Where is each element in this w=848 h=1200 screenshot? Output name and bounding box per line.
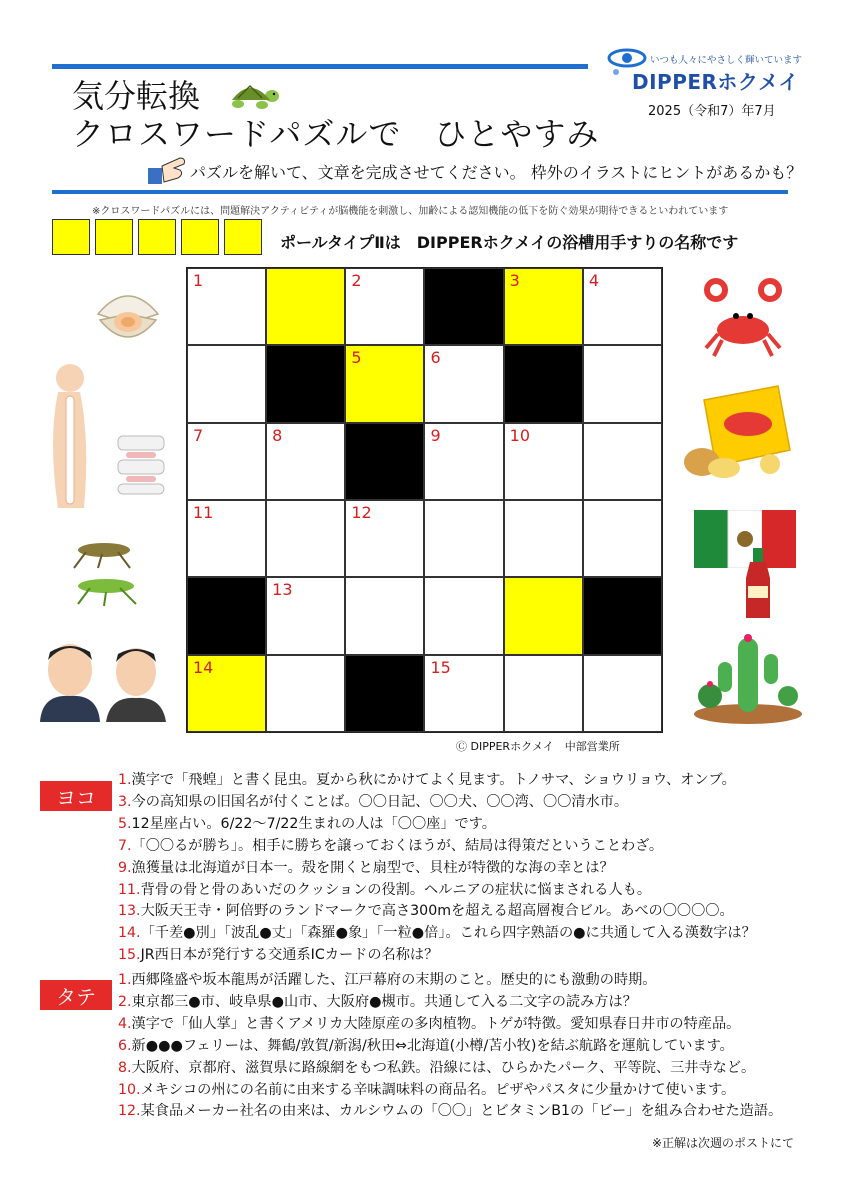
- grid-cell[interactable]: [345, 268, 424, 345]
- clue-item: [118, 923, 756, 945]
- clue-item: [118, 792, 756, 814]
- grid-cell[interactable]: [424, 345, 503, 422]
- clue-text: 今の高知県の旧国名が付くことば。〇〇日記、〇〇犬、〇〇湾、〇〇清水市。: [131, 793, 629, 810]
- grid-cell-number: 6: [430, 348, 441, 368]
- grid-cell[interactable]: [583, 268, 662, 345]
- brand-logo-text: DIPPERホクメイ: [632, 70, 799, 94]
- grid-cell-blocked: [345, 423, 424, 500]
- grid-cell-number: 7: [193, 425, 204, 445]
- clue-text: 東京都三●市、岐阜県●山市、大阪府●槻市。共通して入る二文字の読み方は？: [131, 993, 637, 1010]
- clue-text: 大阪天王寺・阿倍野のランドマークで高さ300mを超える超高層複合ビル。あべの〇〇〇〇。: [140, 903, 734, 920]
- grid-cell-blocked: [266, 345, 345, 422]
- clue-item: [118, 814, 756, 836]
- header-note: ※クロスワードパズルには、問題解決アクティビティが脳機能を刺激し、加齢による認知機能の低下を防ぐ効果が期待できるといわれています: [92, 206, 729, 217]
- grid-cell-number: 3: [509, 271, 520, 290]
- grid-cell-number: 15: [430, 657, 451, 677]
- grid-cell-number: 10: [509, 425, 531, 445]
- grid-cell[interactable]: [504, 655, 583, 732]
- clue-text: 漢字で「飛蝗」と書く昆虫。夏から秋にかけてよく見ます。トノサマ、ショウリョウ、オンブ。: [131, 772, 736, 788]
- answer-box[interactable]: [52, 219, 90, 255]
- grid-cell-blocked: [187, 577, 266, 654]
- grid-cell-number: 12: [351, 503, 372, 522]
- grid-cell[interactable]: [345, 500, 424, 577]
- answer-box[interactable]: [95, 219, 133, 255]
- clue-number: 7.: [118, 837, 132, 854]
- clue-item: [118, 770, 756, 792]
- instruction-text: パズルを解いて、文章を完成させてください。 枠外のイラストにヒントがあるかも？: [190, 163, 803, 182]
- page-title-line2: クロスワードパズルで ひとやすみ: [72, 115, 600, 153]
- clue-item: [118, 880, 756, 902]
- grid-cell[interactable]: [583, 345, 662, 422]
- clue-number: 13.: [118, 903, 141, 920]
- clue-number: 3.: [118, 793, 132, 810]
- header-bottom-rule: [52, 190, 788, 194]
- clue-item: [118, 1101, 782, 1123]
- grid-cell[interactable]: [187, 268, 266, 345]
- brand-tagline: いつも人々にやさしく輝いています: [650, 55, 803, 66]
- grid-cell-blocked: [583, 577, 662, 654]
- grid-cell[interactable]: [345, 577, 424, 654]
- grid-cell-number: 9: [430, 425, 441, 445]
- grid-cell[interactable]: [266, 577, 345, 654]
- spine-illustration: [44, 360, 94, 510]
- grid-cell-number: 11: [193, 503, 214, 522]
- grid-cell[interactable]: [187, 423, 266, 500]
- answer-note: ※正解は次週のポストにて: [652, 1136, 795, 1150]
- grid-cell[interactable]: [424, 423, 503, 500]
- grid-cell[interactable]: [583, 655, 662, 732]
- grid-cell-highlighted[interactable]: [345, 345, 424, 422]
- page-title-line1: 気分転換: [72, 77, 201, 115]
- clue-number: 1.: [118, 772, 132, 788]
- grid-cell-highlighted[interactable]: [266, 268, 345, 345]
- grid-cell-highlighted[interactable]: [504, 577, 583, 654]
- grid-cell[interactable]: [504, 423, 583, 500]
- across-label: ヨコ: [40, 781, 112, 811]
- clue-number: 6.: [118, 1037, 132, 1054]
- clue-text: 漁獲量は北海道が日本一。殻を開くと扇型で、貝柱が特徴的な海の幸とは？: [131, 859, 614, 876]
- scallop-illustration: [92, 284, 164, 348]
- clue-item: [118, 1036, 782, 1058]
- grid-cell-highlighted[interactable]: [187, 655, 266, 732]
- clue-text: 西郷隆盛や坂本龍馬が活躍した、江戸幕府の末期のこと。歴史的にも激動の時期。: [131, 972, 657, 988]
- grid-cell-number: 13: [272, 580, 293, 600]
- hot-sauce-illustration: [740, 548, 776, 620]
- clue-item: [118, 992, 782, 1014]
- clue-item: [118, 1058, 782, 1080]
- clue-number: 12.: [118, 1103, 141, 1120]
- grid-cell[interactable]: [583, 423, 662, 500]
- grid-cell-number: 14: [193, 657, 214, 677]
- clue-item: [118, 858, 756, 880]
- answer-box[interactable]: [224, 219, 262, 255]
- clue-number: 4.: [118, 1015, 132, 1032]
- vertebra-illustration: [112, 432, 170, 496]
- clue-number: 2.: [118, 993, 132, 1010]
- clue-item: [118, 1080, 782, 1102]
- issue-date: 2025（令和7）年7月: [648, 104, 776, 119]
- grid-cell-blocked: [504, 345, 583, 422]
- down-clue-list: [118, 970, 782, 1123]
- clue-text: 大阪府、京都府、滋賀県に路線網をもつ私鉄。沿線には、ひらかたパーク、平等院、三井寺など。: [131, 1059, 756, 1076]
- clue-number: 8.: [118, 1059, 132, 1076]
- down-label: タテ: [40, 980, 112, 1010]
- clue-number: 5.: [118, 815, 132, 832]
- grid-cell[interactable]: [266, 423, 345, 500]
- grid-cell[interactable]: [266, 500, 345, 577]
- cactus-illustration: [692, 632, 804, 724]
- grid-cell-number: 5: [351, 348, 362, 368]
- answer-box[interactable]: [138, 219, 176, 255]
- grid-cell-number: 8: [272, 425, 283, 445]
- answer-question: ポールタイプⅡは DIPPERホクメイの浴槽用手すりの名称です: [280, 233, 739, 252]
- crab-illustration: [702, 276, 784, 358]
- grid-cell-number: 2: [351, 271, 362, 290]
- grid-cell[interactable]: [187, 345, 266, 422]
- clue-item: [118, 945, 756, 967]
- grid-cell[interactable]: [504, 500, 583, 577]
- grid-cell[interactable]: [424, 500, 503, 577]
- clue-item: [118, 1014, 782, 1036]
- crossword-grid: [186, 267, 663, 733]
- clue-item: [118, 901, 756, 923]
- clue-number: 10.: [118, 1081, 141, 1098]
- clue-text: 12星座占い。6/22～7/22生まれの人は「〇〇座」です。: [131, 815, 496, 832]
- samurai-illustration: [36, 636, 170, 722]
- clue-text: 漢字で「仙人掌」と書くアメリカ大陸原産の多肉植物。トゲが特徴。愛知県春日井市の特産品。: [131, 1015, 741, 1032]
- answer-box[interactable]: [181, 219, 219, 255]
- grid-cell-blocked: [345, 655, 424, 732]
- clue-number: 11.: [118, 881, 141, 898]
- clue-number: 14.: [118, 925, 141, 942]
- clue-text: 新●●●フェリーは、舞鶴/敦賀/新潟/秋田⇔北海道(小樽/苫小牧)を結ぶ航路を運航しています。: [131, 1037, 734, 1054]
- clue-text: 「〇〇るが勝ち」。相手に勝ちを譲っておくほうが、結局は得策だということわざ。: [131, 837, 664, 854]
- grid-cell[interactable]: [187, 500, 266, 577]
- grid-cell-number: 1: [193, 271, 204, 290]
- pointing-hand-icon: [146, 150, 188, 190]
- grid-cell[interactable]: [583, 500, 662, 577]
- clue-text: 「千差●別」「波乱●丈」「森羅●象」「一粒●倍」。これら四字熟語の●に共通して入る漢数字は？: [140, 925, 756, 942]
- grasshopper-illustration: [56, 534, 148, 610]
- copyright-text: Ⓒ DIPPERホクメイ 中部営業所: [456, 740, 620, 753]
- grid-cell[interactable]: [424, 577, 503, 654]
- clue-item: [118, 836, 756, 858]
- clue-text: JR西日本が発行する交通系ICカードの名称は？: [140, 947, 439, 964]
- clue-item: [118, 970, 782, 992]
- grid-cell-blocked: [424, 268, 503, 345]
- clue-text: 背骨の骨と骨のあいだのクッションの役割。ヘルニアの症状に悩まされる人も。: [140, 881, 652, 898]
- answer-boxes: [52, 219, 262, 255]
- clue-text: 某食品メーカー社名の由来は、カルシウムの「〇〇」とビタミンB1の「ビー」を組み合わせた造語。: [140, 1103, 783, 1120]
- grid-cell-number: 4: [588, 271, 600, 290]
- clue-number: 9.: [118, 859, 132, 876]
- header-top-rule: [52, 64, 588, 69]
- across-clue-list: [118, 770, 756, 967]
- grid-cell-highlighted[interactable]: [504, 268, 583, 345]
- clue-text: メキシコの州にの名前に由来する辛味調味料の商品名。ピザやパスタに少量かけて使います。: [140, 1081, 736, 1098]
- potato-chips-illustration: [682, 380, 798, 480]
- clue-number: 15.: [118, 947, 141, 964]
- clue-number: 1.: [118, 972, 132, 988]
- grid-cell[interactable]: [266, 655, 345, 732]
- grid-cell[interactable]: [424, 655, 503, 732]
- turtle-icon: [226, 76, 282, 110]
